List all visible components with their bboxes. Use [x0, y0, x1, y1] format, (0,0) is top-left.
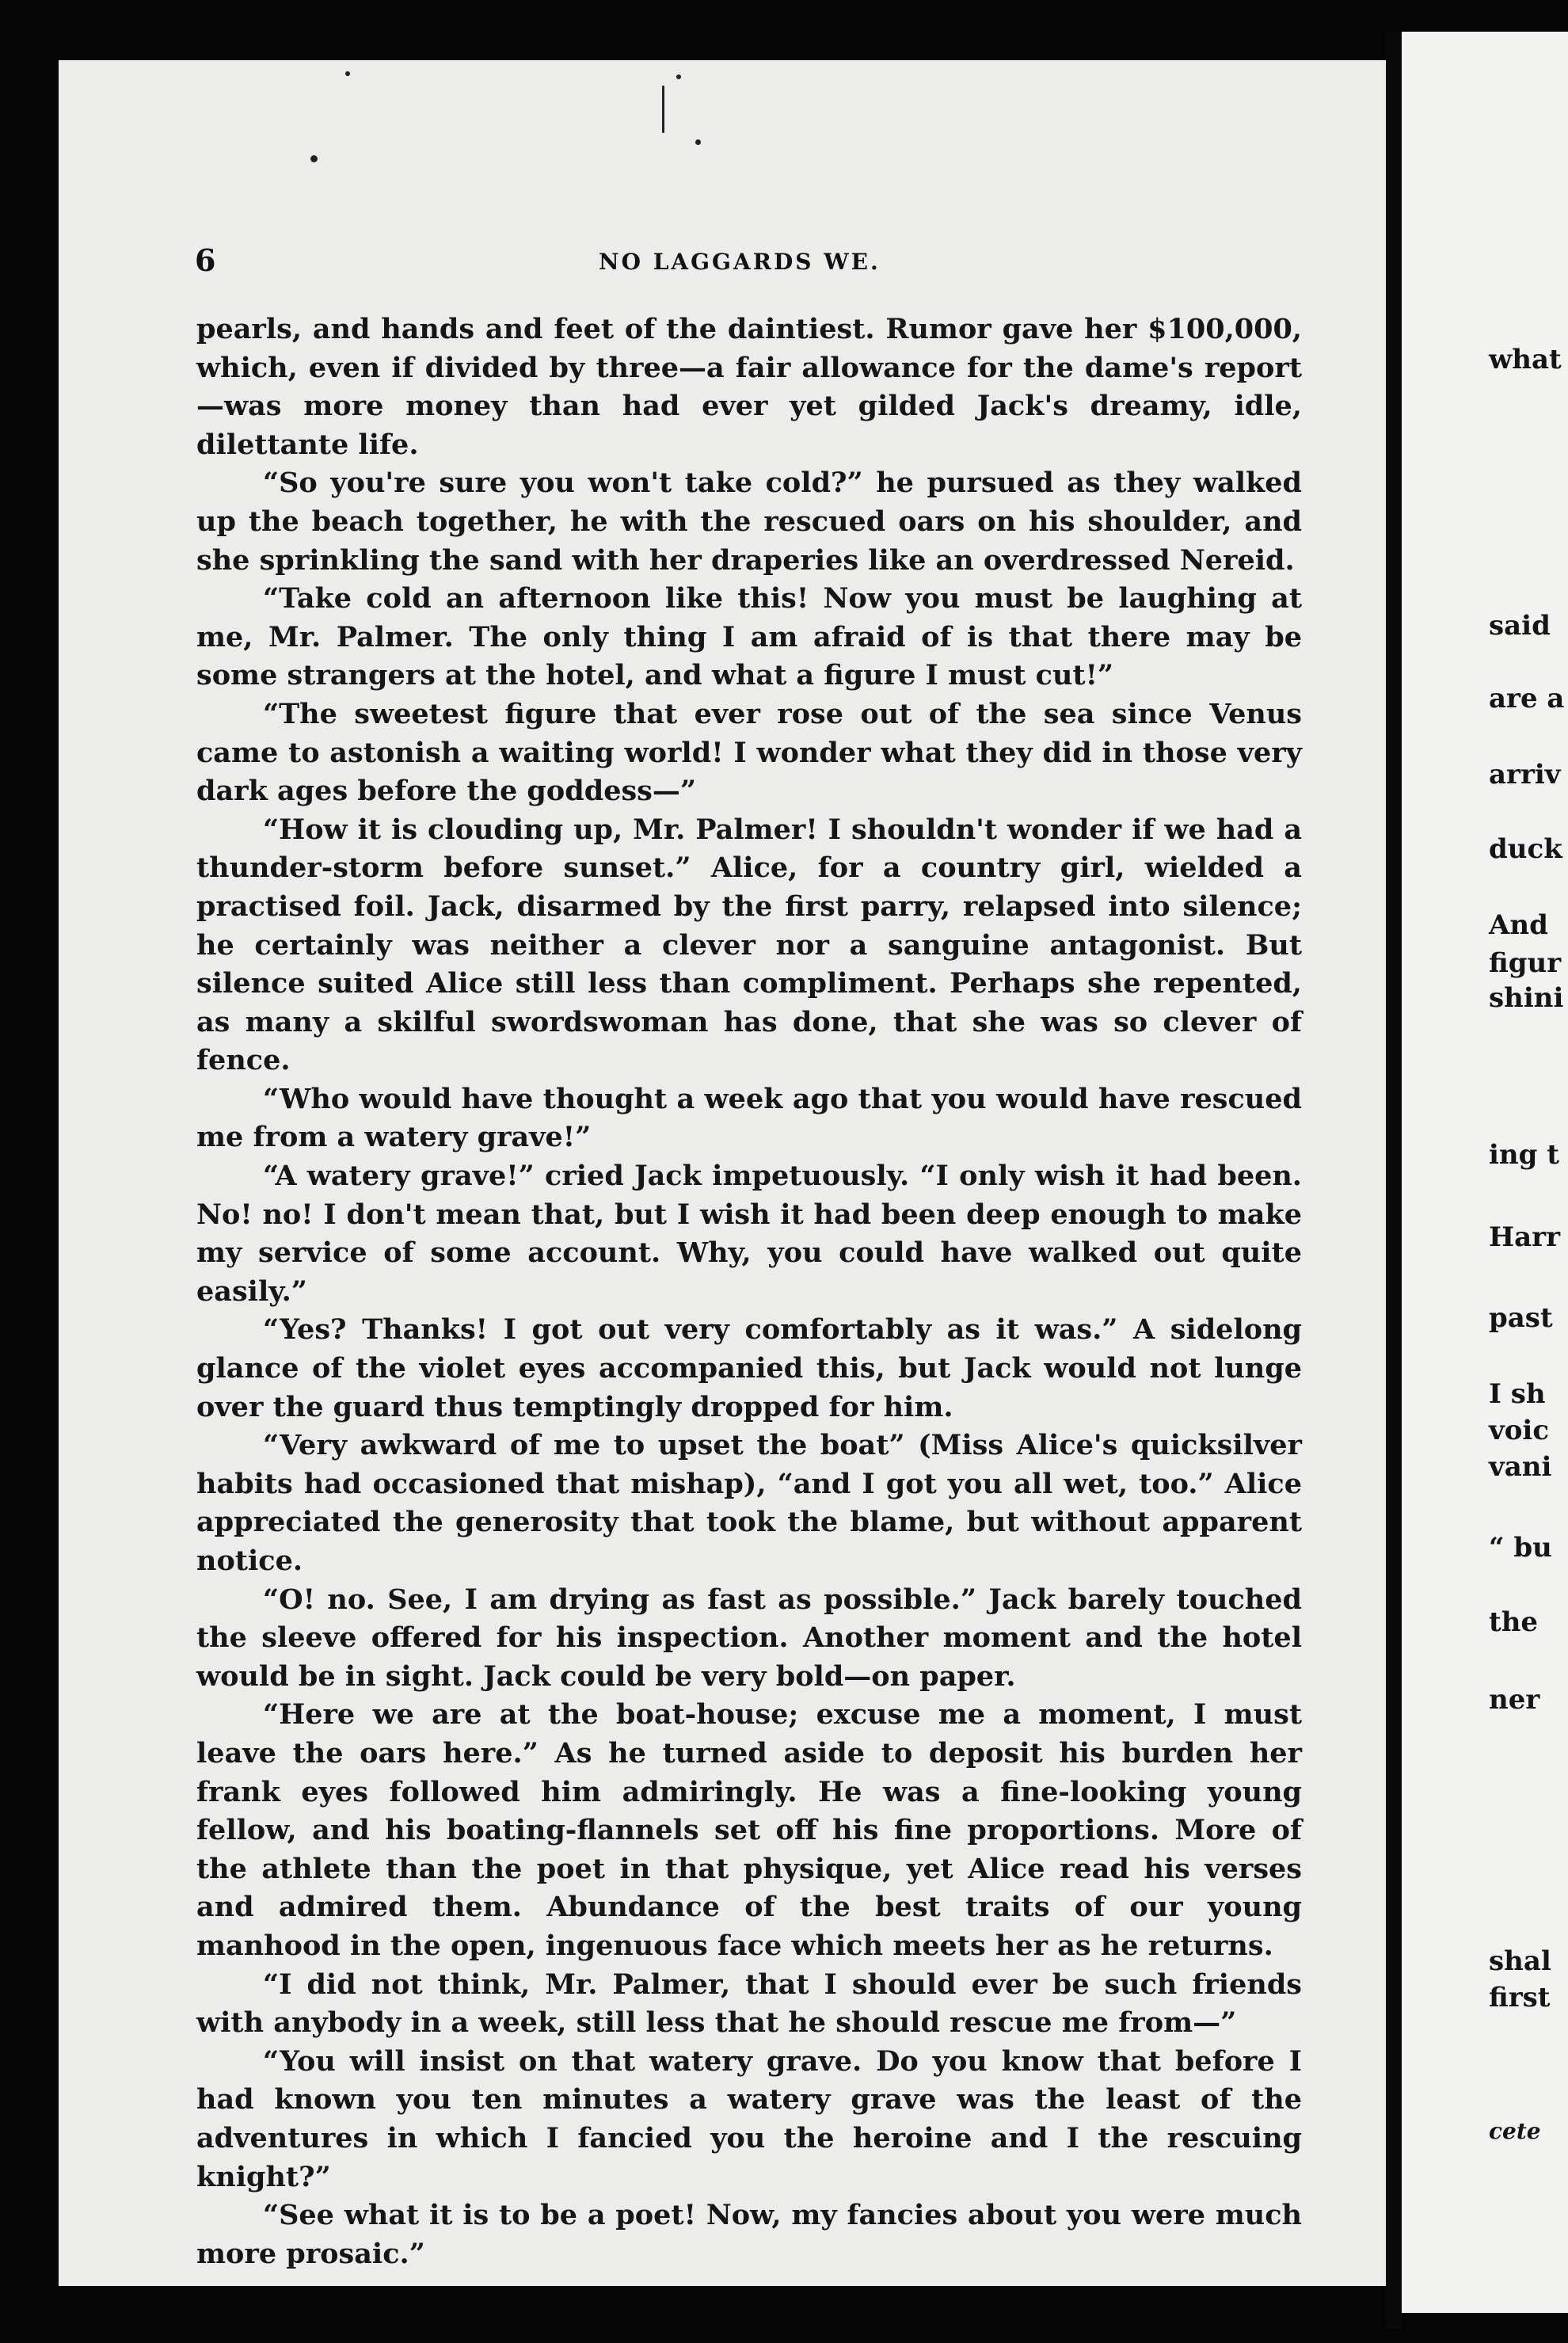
paragraph: pearls, and hands and feet of the daintiest. Rumor gave her $100,000, which, even if divided by three—a fair allowance for the dame's report —was more money than had ever yet gilded Jack's dreamy, idle, dilettante life. [196, 313, 1302, 461]
facing-page-fragment: I sh [1489, 1378, 1546, 1410]
facing-page-fragment: shal [1489, 1945, 1551, 1977]
facing-page-fragment: vani [1489, 1451, 1552, 1483]
paragraph: “Here we are at the boat-house; excuse me a moment, I must leave the oars here.” As he turned aside to deposit his burden her frank eyes followed him admiringly. He was a fine-looking young fellow, and his boating-flannels set off his fine proportions. More of the athlete than the poet in that physique, yet Alice read his verses and admired them. Abundance of the best traits of our young manhood in the open, ingenuous face which meets her as he returns. [196, 1698, 1302, 1962]
paragraph: “Yes? Thanks! I got out very comfortably as it was.” A sidelong glance of the violet eyes accompanied this, but Jack would not lunge over the guard thus temptingly dropped for him. [196, 1313, 1302, 1423]
ink-speck [695, 139, 701, 145]
facing-page-fragment: cete [1489, 2118, 1541, 2144]
facing-page-fragment: voic [1489, 1415, 1550, 1446]
facing-page-fragment: arriv [1489, 759, 1561, 791]
facing-page-fragment: figur [1489, 947, 1562, 979]
facing-page-fragment: said [1489, 610, 1551, 642]
paragraph: “See what it is to be a poet! Now, my fancies about you were much more prosaic.” [196, 2199, 1302, 2270]
facing-page-fragment: what [1489, 344, 1562, 375]
page-header [195, 242, 1311, 282]
facing-page-fragment: first [1489, 1982, 1551, 2013]
facing-page-fragment: “ bu [1489, 1532, 1552, 1564]
ink-speck [345, 71, 350, 76]
facing-page-fragment: And [1489, 909, 1548, 941]
ink-speck [676, 74, 681, 79]
facing-page-fragment: ner [1489, 1684, 1540, 1716]
paragraph: “O! no. See, I am drying as fast as possible.” Jack barely touched the sleeve offered for his inspection. Another moment and the hotel would be in sight. Jack could be very bold—on paper. [196, 1583, 1302, 1693]
facing-page-fragment: Harr [1489, 1221, 1560, 1253]
paragraph: “How it is clouding up, Mr. Palmer! I shouldn't wonder if we had a thunder-storm before sunset.” Alice, for a country girl, wielded a practised foil. Jack, disarmed by the first parry, relapsed into silence; he certainly was neither a clever nor a sanguine antagonist. But silence suited Alice still less than compliment. Perhaps she repented, as many a skilful swordswoman has done, that she was so clever of fence. [196, 813, 1302, 1077]
facing-page-fragment: ing t [1489, 1139, 1559, 1171]
body-text [196, 310, 1302, 2273]
running-title: NO LAGGARDS WE. [599, 249, 881, 275]
page-number: 6 [195, 242, 216, 278]
facing-page [1402, 32, 1568, 2313]
book-spine [1386, 32, 1402, 2329]
facing-page-fragment: are a [1489, 683, 1565, 714]
paragraph: “Very awkward of me to upset the boat” (Miss Alice's quicksilver habits had occasioned that mishap), “and I got you all wet, too.” Alice appreciated the generosity that took the blame, but without apparent notice. [196, 1429, 1302, 1577]
facing-page-fragment: duck [1489, 833, 1562, 865]
paragraph: “So you're sure you won't take cold?” he pursued as they walked up the beach together, he with the rescued oars on his shoulder, and she sprinkling the sand with her draperies like an overdressed Nereid. [196, 467, 1302, 577]
paragraph: “A watery grave!” cried Jack impetuously. “I only wish it had been. No! no! I don't mean that, but I wish it had been deep enough to make my service of some account. Why, you could have walked out quite easily.” [196, 1160, 1302, 1308]
ink-scratch [662, 86, 664, 133]
ink-speck [310, 155, 318, 162]
facing-page-fragment: past [1489, 1302, 1553, 1334]
facing-page-fragment: the [1489, 1606, 1539, 1638]
paragraph: “Take cold an afternoon like this! Now you must be laughing at me, Mr. Palmer. The only thing I am afraid of is that there may be some strangers at the hotel, and what a figure I must cut!” [196, 582, 1302, 692]
paragraph: “The sweetest figure that ever rose out of the sea since Venus came to astonish a waiting world! I wonder what they did in those very dark ages before the goddess—” [196, 697, 1302, 808]
paragraph: “I did not think, Mr. Palmer, that I should ever be such friends with anybody in a week, still less that he should rescue me from—” [196, 1968, 1302, 2040]
paragraph: “Who would have thought a week ago that you would have rescued me from a watery grave!” [196, 1082, 1302, 1154]
paragraph: “You will insist on that watery grave. Do you know that before I had known you ten minutes a watery grave was the least of the adventures in which I fancied you the heroine and I the rescuing knight?” [196, 2044, 1302, 2193]
facing-page-fragment: shini [1489, 982, 1564, 1014]
